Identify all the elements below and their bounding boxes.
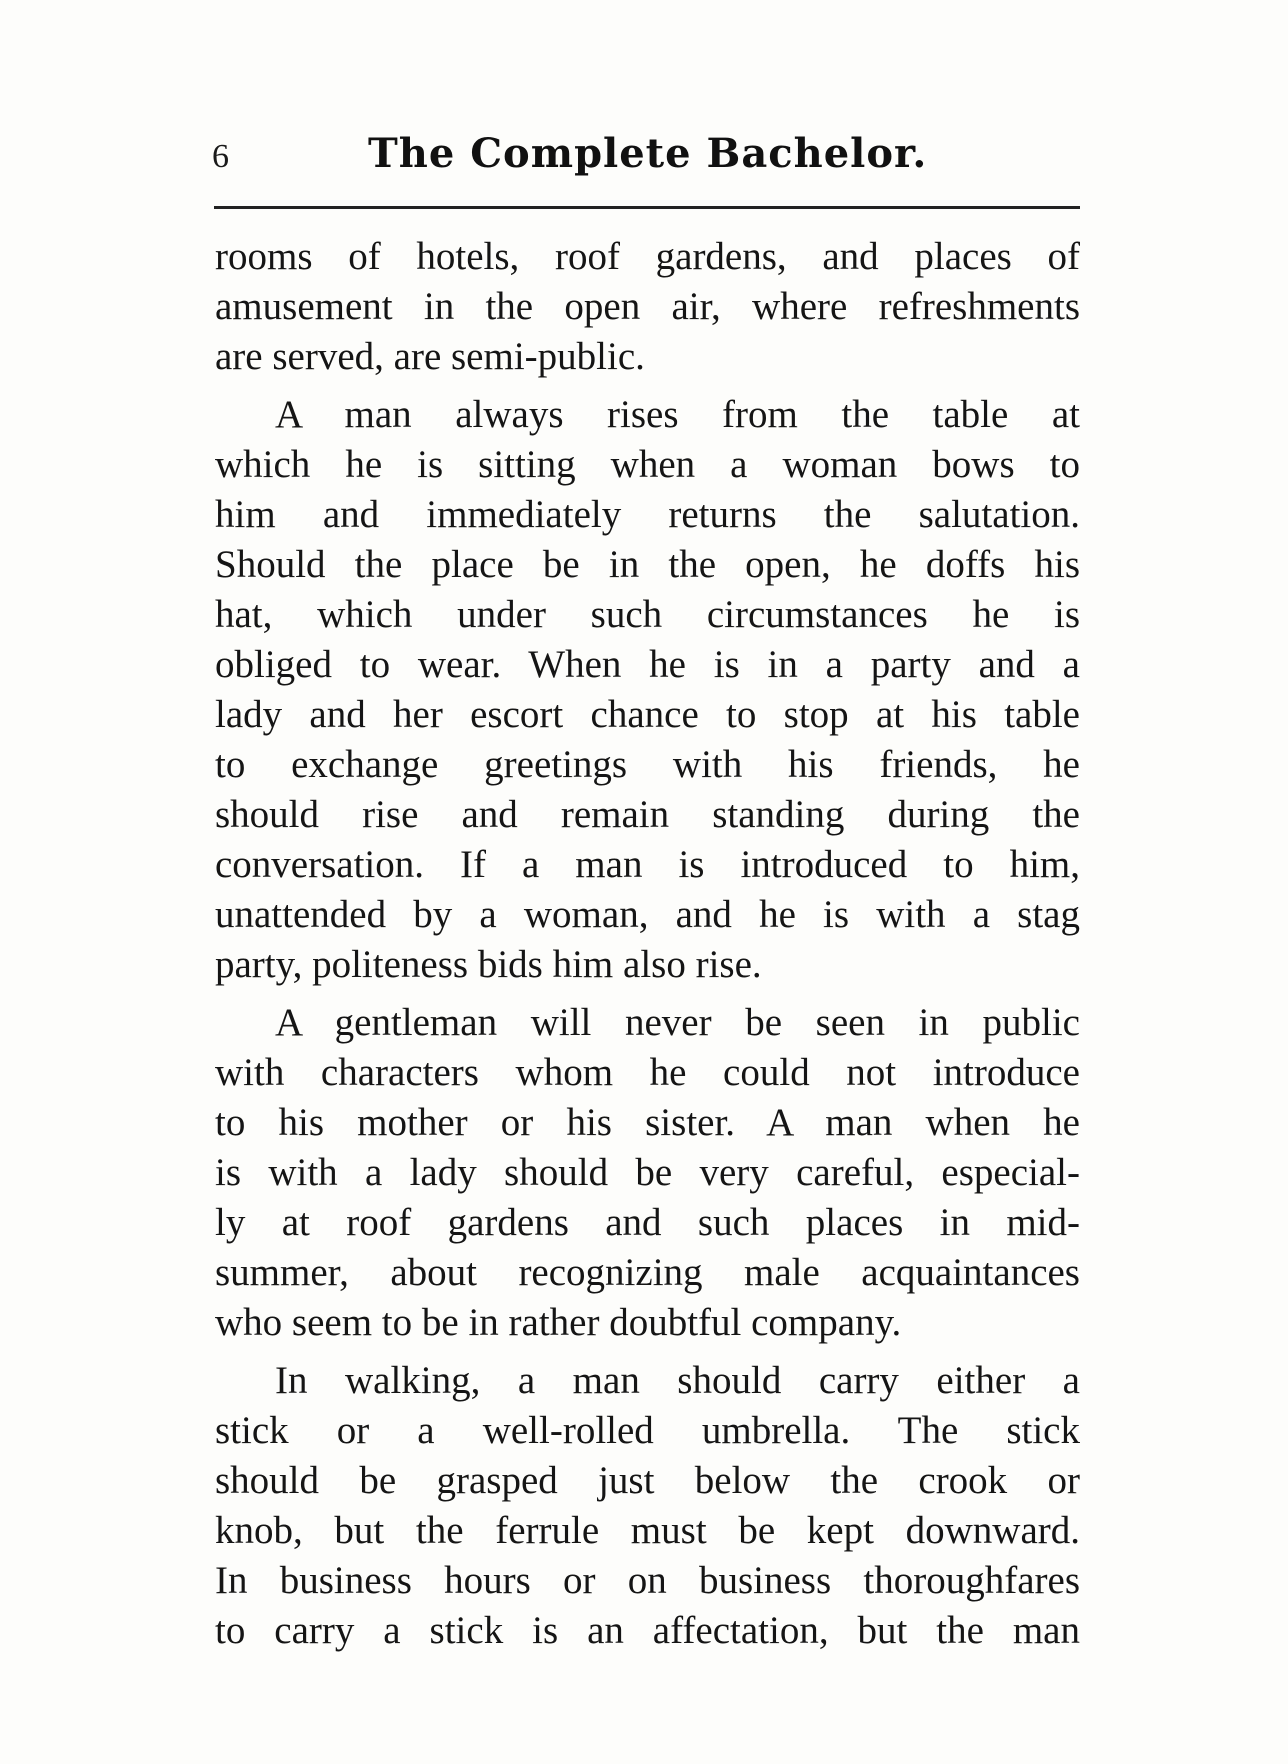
text-line: is with a lady should be very careful, especial- (215, 1151, 1080, 1194)
text-line: Should the place be in the open, he doffs his (215, 543, 1080, 586)
paragraph (215, 390, 1080, 990)
text-line: should be grasped just below the crook or (215, 1459, 1080, 1502)
text-line: In walking, a man should carry either a (275, 1359, 1080, 1402)
text-line: hat, which under such circumstances he is (215, 593, 1080, 636)
page-header (208, 128, 1108, 188)
text-line: with characters whom he could not introduce (215, 1051, 1080, 1094)
text-line: to his mother or his sister. A man when he (215, 1101, 1080, 1144)
text-line: who seem to be in rather doubtful company. (215, 1301, 902, 1344)
text-line: In business hours or on business thoroughfares (215, 1559, 1080, 1602)
text-line: knob, but the ferrule must be kept downward. (215, 1509, 1080, 1552)
body-text (215, 232, 1080, 1656)
text-line: ly at roof gardens and such places in mid- (215, 1201, 1080, 1244)
text-line: unattended by a woman, and he is with a stag (215, 893, 1080, 936)
text-line: are served, are semi-public. (215, 335, 645, 378)
text-line: rooms of hotels, roof gardens, and places of (215, 235, 1080, 278)
running-title: The Complete Bachelor. (368, 130, 928, 177)
header-rule (214, 206, 1080, 209)
text-line: amusement in the open air, where refreshments (215, 285, 1080, 328)
text-line: which he is sitting when a woman bows to (215, 443, 1080, 486)
text-line: party, politeness bids him also rise. (215, 943, 762, 986)
paragraph (215, 1356, 1080, 1656)
text-line: stick or a well-rolled umbrella. The stick (215, 1409, 1080, 1452)
text-line: obliged to wear. When he is in a party and a (215, 643, 1080, 686)
text-line: him and immediately returns the salutation. (215, 493, 1080, 536)
text-line: conversation. If a man is introduced to him, (215, 843, 1080, 886)
text-line: A gentleman will never be seen in public (275, 1001, 1080, 1044)
paragraph (215, 232, 1080, 382)
text-line: to carry a stick is an affectation, but the man (215, 1609, 1080, 1652)
text-line: to exchange greetings with his friends, he (215, 743, 1080, 786)
text-line: summer, about recognizing male acquaintances (215, 1251, 1080, 1294)
page-number: 6 (212, 138, 229, 175)
text-line: A man always rises from the table at (275, 393, 1080, 436)
paragraph (215, 998, 1080, 1348)
text-line: lady and her escort chance to stop at his table (215, 693, 1080, 736)
text-line: should rise and remain standing during the (215, 793, 1080, 836)
